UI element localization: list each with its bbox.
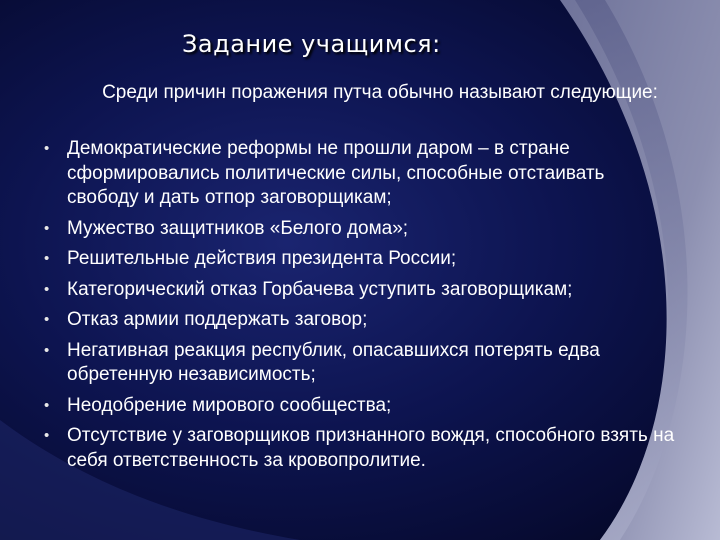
bullet-item	[40, 339, 680, 388]
bullet-dot-icon: •	[44, 219, 50, 237]
bullet-dot-icon: •	[44, 427, 50, 444]
bullet-item	[40, 217, 680, 242]
bullet-text: Категорический отказ Горбачева уступить заговорщикам;	[67, 278, 573, 300]
bullet-dot-icon: •	[44, 250, 50, 267]
bullet-text: Решительные действия президента России;	[67, 248, 457, 269]
bullet-item	[40, 247, 680, 272]
bullet-item	[40, 278, 680, 303]
bullet-text: Негативная реакция республик, опасавшихся потерять едва обретенную независимость;	[67, 339, 600, 385]
bullet-dot-icon: •	[44, 311, 50, 328]
bullet-list	[40, 137, 680, 479]
bullet-item	[40, 394, 680, 419]
intro-text: Среди причин поражения путча обычно называют следующие:	[102, 82, 658, 103]
bullet-text: Демократические реформы не прошли даром – в стране сформировались политические силы, способные отстаивать свободу и дать отпор заговорщикам;	[67, 138, 605, 208]
bullet-dot-icon: •	[44, 396, 50, 414]
bullet-text: Мужество защитников «Белого дома»;	[67, 217, 409, 239]
bullet-text: Неодобрение мирового сообщества;	[67, 394, 392, 416]
bullet-dot-icon: •	[44, 140, 50, 157]
bullet-item	[40, 424, 680, 473]
slide-title: Задание учащимся:	[182, 30, 441, 58]
bullet-dot-icon: •	[44, 280, 50, 298]
bullet-item	[40, 308, 680, 333]
bullet-text: Отказ армии поддержать заговор;	[67, 309, 368, 330]
bullet-text: Отсутствие у заговорщиков признанного вождя, способного взять на себя ответственность за кровопролитие.	[67, 425, 675, 471]
bullet-dot-icon: •	[44, 341, 50, 359]
bullet-item	[40, 137, 680, 211]
